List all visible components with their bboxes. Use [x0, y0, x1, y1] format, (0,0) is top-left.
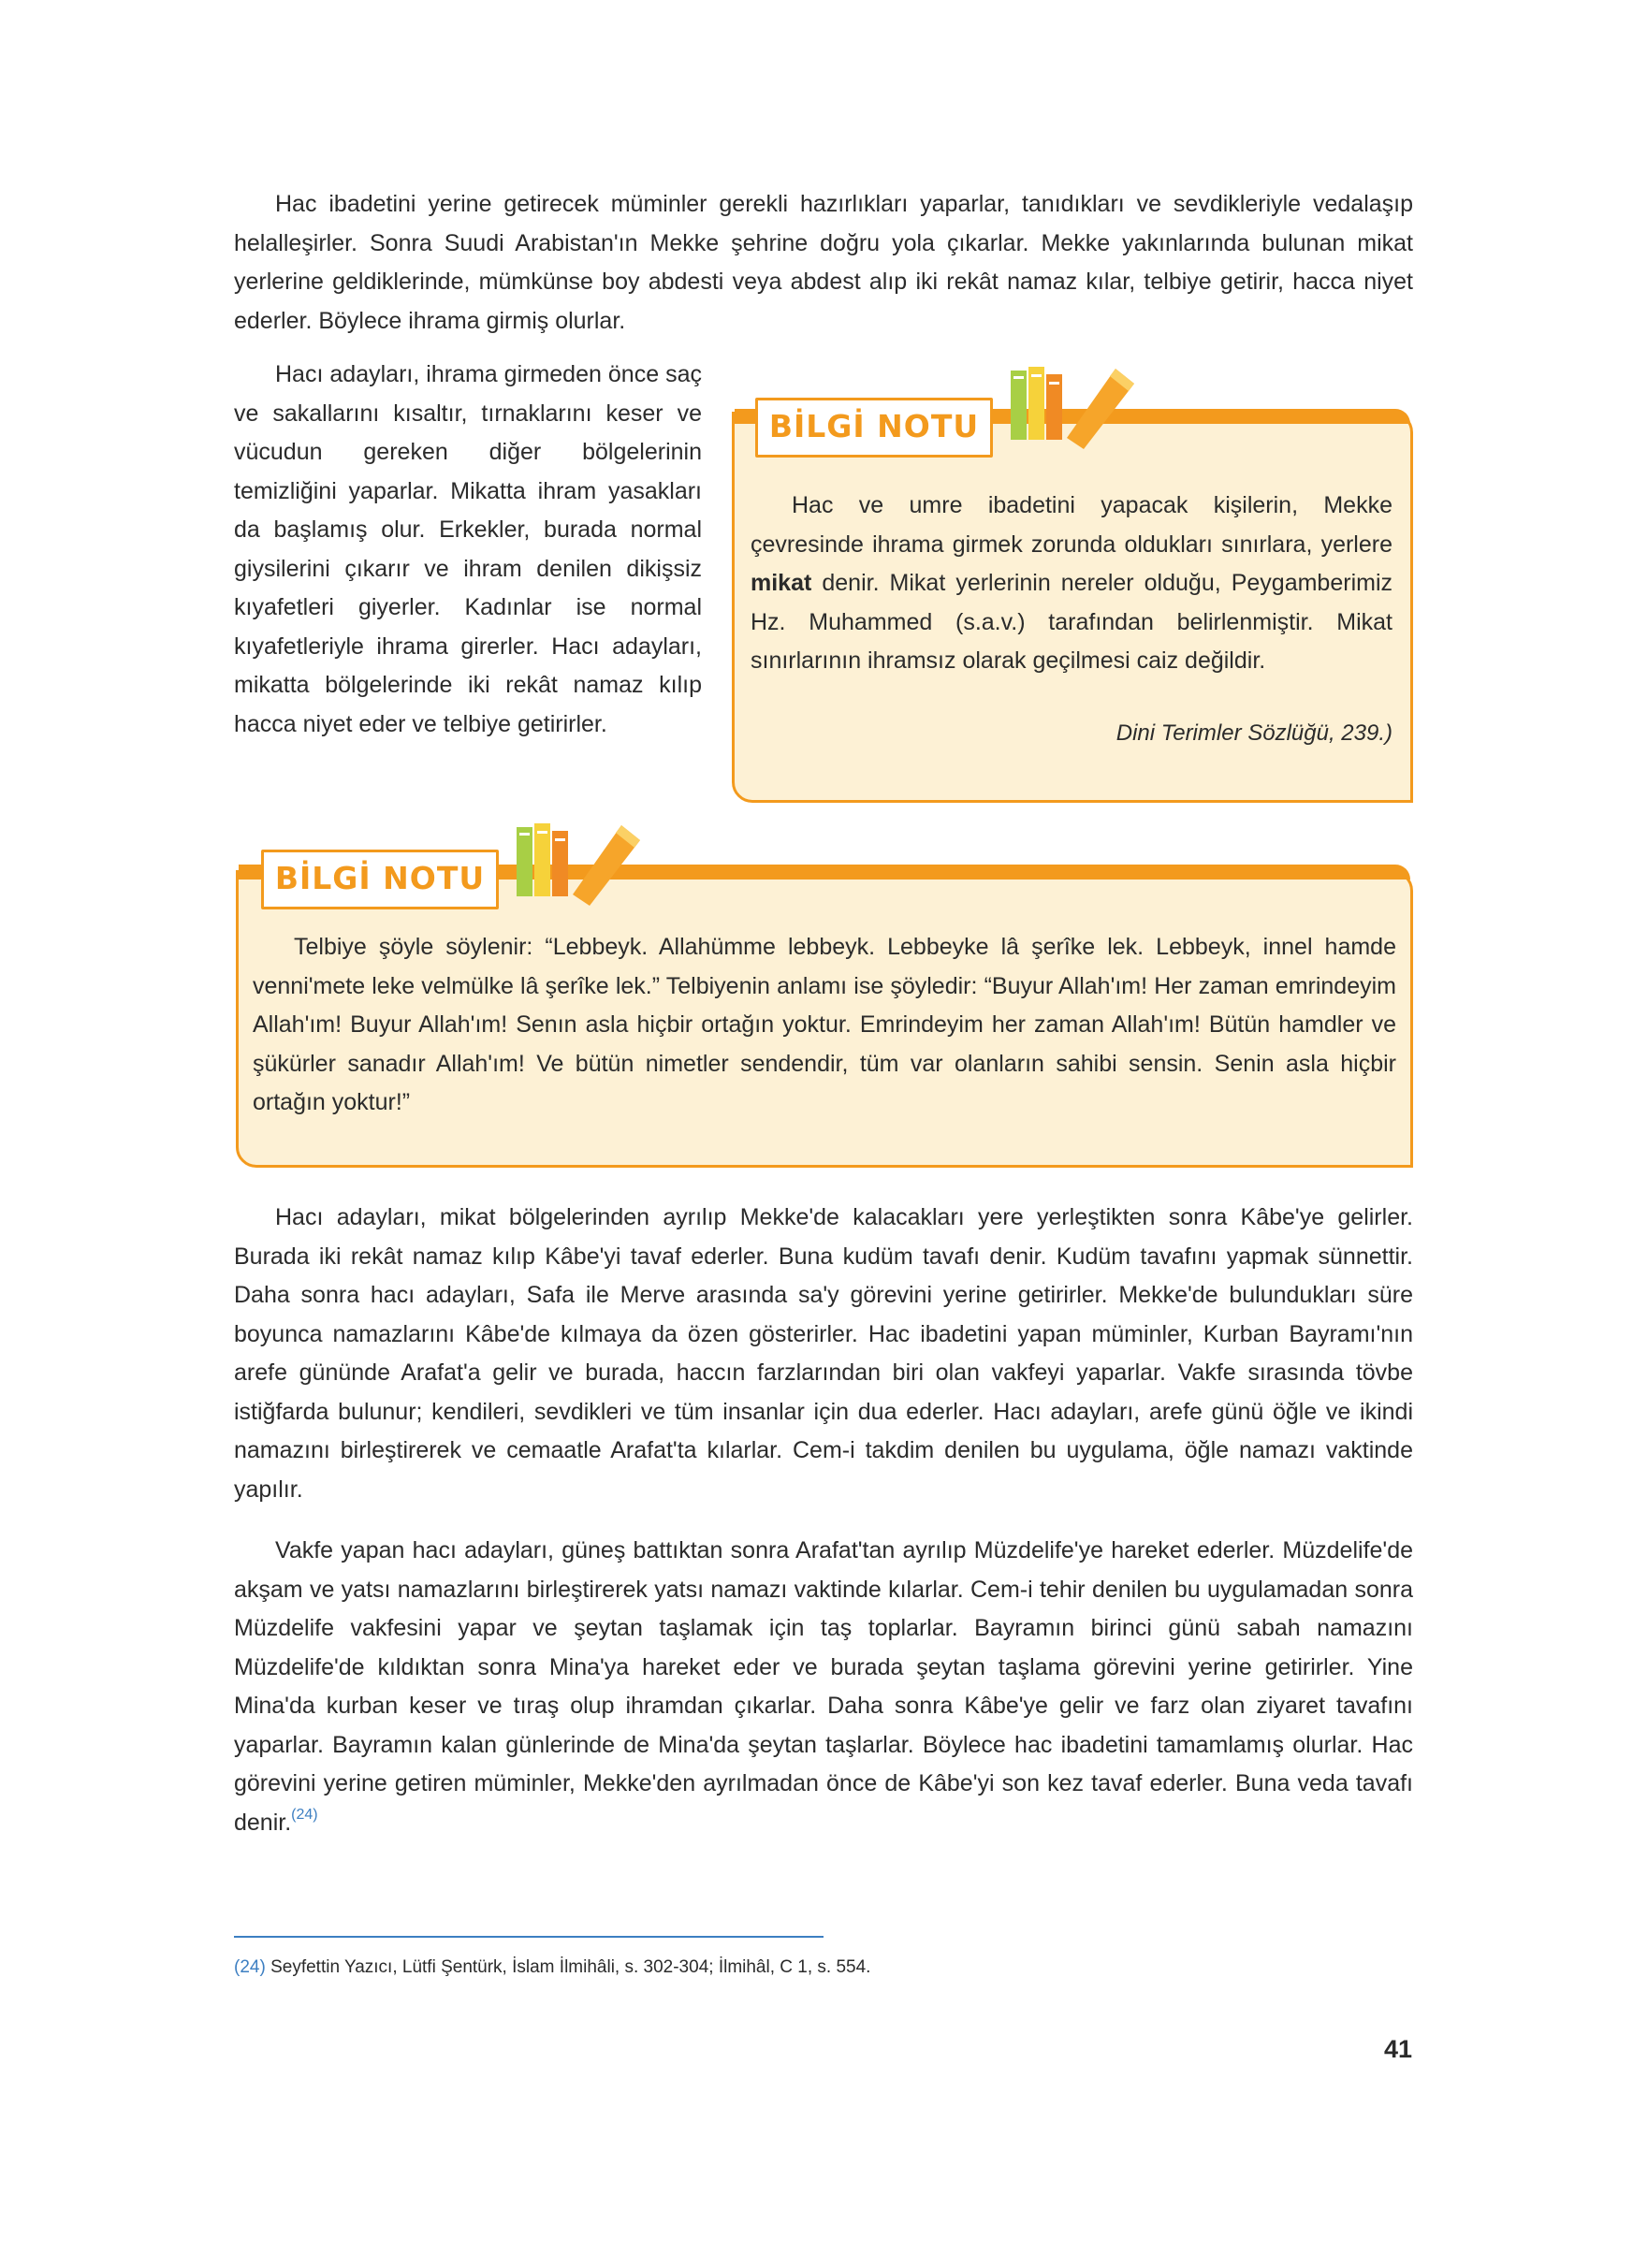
paragraph-intro: Hac ibadetini yerine getirecek müminler gerekli hazırlıkları yaparlar, tanıdıkları ve sevdikleriyle vedalaşıp helalleşirler. Sonra Suudi Arabistan'ın Mekke şehrine doğru yola çıkarlar. Mekke yakınlarında bulunan mikat yerlerine geldiklerinde, mümkünse boy abdesti veya abdest alıp iki rekât namaz kılar, telbiye getirir, hacca niyet ederler. Böylece ihrama girmiş olurlar. — [234, 191, 1413, 334]
footnote-divider — [234, 1936, 824, 1938]
info-note-text: Hac ve umre ibadetini yapacak kişilerin, Mekke çevresinde ihrama girmek zorunda oldukları sınırlara, yerlere mikat denir. Mikat yerlerinin nereler olduğu, Peygamberimiz Hz. Muhammed (s.a.v.) tarafından belirlenmiştir. Mikat sınırlarının ihramsız olarak geçilmesi caiz değildir. — [751, 492, 1392, 674]
paragraph-muzdelife-mina: Vakfe yapan hacı adayları, güneş battıktan sonra Arafat'tan ayrılıp Müzdelife'ye hareket ederler. Müzdelife'de akşam ve yatsı namazlarını birleştirerek yatsı namazı vaktinde kılarlar. Cem-i tehir denilen bu uygulamadan sonra Müzdelife vakfesini yapar ve şeytan taşlamak için taş toplarlar. Bayramın birinci günü sabah namazını Müzdelife'de kıldıktan sonra Mina'ya hareket eder ve burada şeytan taşlama görevini yerine getirirler. Yine Mina'da kurban keser ve tıraş olup ihramdan çıkarlar. Daha sonra Kâbe'ye gelir ve farz olan ziyaret tavafını yaparlar. Bayramın kalan günlerinde de Mina'da şeytan taşlarlar. Böylece hac ibadetini tamamlamış olurlar. Hac görevini yerine getiren müminler, Mekke'den ayrılmadan önce de Kâbe'yi son kez tavaf ederler. Buna veda tavafı denir.$^{(24)}$ — [234, 1537, 1413, 1836]
footnote — [234, 1954, 870, 1982]
info-note-title: BİLGİ NOTU — [261, 850, 499, 909]
info-note-title: BİLGİ NOTU — [755, 398, 993, 458]
paragraph-ihram-preparation: Hacı adayları, ihrama girmeden önce saç ve sakallarını kısaltır, tırnaklarını keser ve vücudun gereken diğer bölgelerinin temizliğini yaparlar. Mikatta ihram yasakları da başlamış olur. Erkekler, burada normal giysilerini çıkarır ve ihram denilen dikişsiz kıyafetleri giyerler. Kadınlar ise normal kıyafetleriyle ihrama girerler. Hacı adayları, mikatta bölgelerinde iki rekât namaz kılıp hacca niyet eder ve telbiye getirirler. — [234, 361, 702, 737]
footnote-reference[interactable]: (24) — [291, 1806, 318, 1823]
info-note-text: Telbiye şöyle söylenir: “Lebbeyk. Allahümme lebbeyk. Lebbeyke lâ şerîke lek. Lebbeyk, innel hamde venni'mete leke velmülke lâ şerîke lek.” Telbiyenin anlamı ise şöyledir: “Buyur Allah'ım! Her zaman emrindeyim Allah'ım! Buyur Allah'ım! Senın asla hiçbir ortağın yoktur. Emrindeyim her zaman Allah'ım! Bütün hamdler ve şükürler sanadır Allah'ım! Ve bütün nimetler sendendir, tüm var olanların sahibi sensin. Senin asla hiçbir ortağın yoktur!” — [253, 934, 1396, 1115]
footnote-text: Seyfettin Yazıcı, Lütfi Şentürk, İslam İlmihâli, s. 302-304; İlmihâl, C 1, s. 554. — [265, 1957, 871, 1977]
books-icon — [498, 812, 648, 915]
page-number: 41 — [1383, 2035, 1412, 2063]
books-icon — [992, 356, 1142, 458]
paragraph-kabe-arafat: Hacı adayları, mikat bölgelerinden ayrılıp Mekke'de kalacakları yere yerleştikten sonra Kâbe'ye gelirler. Burada iki rekât namaz kılıp Kâbe'yi tavaf ederler. Buna kudüm tavafı denir. Kudüm tavafını yapmak sünnettir. Daha sonra hacı adayları, Safa ile Merve arasında sa'y görevini yerine getirirler. Mekke'de bulundukları süre boyunca namazlarını Kâbe'de kılmaya da özen gösterirler. Hac ibadetini yapan müminler, Kurban Bayramı'nın arefe gününde Arafat'a gelir ve burada, haccın farzlarından biri olan vakfeyi yaparlar. Vakfe sırasında tövbe istiğfarda bulunur; kendileri, sevdikleri ve tüm insanlar için dua ederler. Hacı adayları, arefe günü öğle ve ikindi namazını birleştirerek ve cemaatle Arafat'ta kılarlar. Cem-i takdim denilen bu uygulama, öğle namazı vaktinde yapılır. — [234, 1204, 1413, 1503]
footnote-number: (24) — [234, 1957, 266, 1977]
info-note-source: Dini Terimler Sözlüğü, 239.) — [1115, 720, 1392, 746]
